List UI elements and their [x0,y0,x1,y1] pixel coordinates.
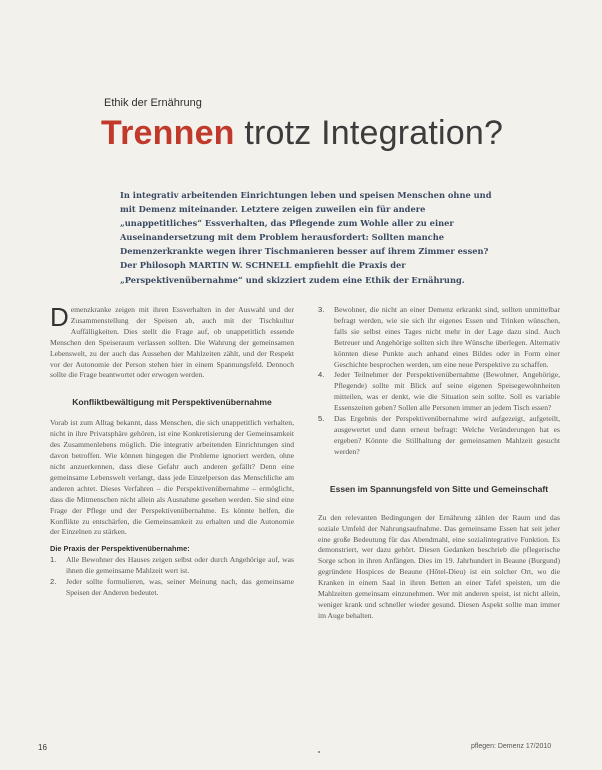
body-paragraph: Vorab ist zum Alltag bekannt, dass Menschen, die sich unappetitlich verhalten, nicht in ihre Privatsphäre gehören, ist eine Konkretisierung der Gemeinsamkeit des Zusammenlebens möglich. Die integrativ arbeitenden Einrichtungen sind davon betroffen. Wie können hingegen die Probleme ignoriert werden, ohne nicht anzuerkennen, dass diese Gefahr auch anderen gefällt? Denn eine gemeinsame Lebenswelt verlangt, dass jede Einzelperson das Menschliche am anderen achtet. Dieses Verfahren – die Perspektivenübernahme – ermöglicht, dass die Mitmenschen nicht allein als Ausnahme gesehen werden. Sie sind eine Frage der Pflege und der Perspektivenübernahme. Es könnte helfen, die Konflikte zu entschärfen, die Gemeinsamkeit zu erhalten und die Autonomie der Einzelnen zu stärken. [50,418,294,537]
section-kicker: Ethik der Ernährung [104,97,202,109]
list-item: 5. Das Ergebnis der Perspektivenübernahme wird aufgezeigt, aufgeteilt, ausgewertet und dann erneut befragt: Welche Veränderungen hat es ergeben? Könnte die Stillhaltung der gemeinsamen Mahlzeit gesucht werden? [318,414,560,456]
drop-cap: D [50,302,69,332]
article-lead: In integrativ arbeitenden Einrichtungen leben und speisen Menschen ohne und mit Demenz miteinander. Letztere zeigen zuweilen ein für andere „unappetitliches“ Essverhalten, das Pflegende zum Wohle aller zu einer Auseinandersetzung mit dem Problem herausfordert: Sollten manche Demenzerkrankte wegen ihrer Tischmanieren besser auf ihrem Zimmer essen? Der Philosoph MARTIN W. SCHNELL empfiehlt die Praxis der „Perspektivenübernahme“ und skizziert zudem eine Ethik der Ernährung. [120,190,492,285]
intro-paragraph [50,302,294,381]
list-heading: Die Praxis der Perspektivenübernahme: [50,544,190,554]
subhead-spannungsfeld: Essen im Spannungsfeld von Sitte und Gemeinschaft [329,483,549,494]
list-item: 4. Jeder Teilnehmer der Perspektivenübernahme (Bewohner, Angehörige, Pflegende) sollte mit Blick auf seine eigenen Speisegewohnheiten mitteilen, was er denkt, wie die Situation sein sollte. Soll es variable Essenszeiten geben? Sollen alle Personen immer an jedem Tisch essen? [318,370,560,413]
article-title [101,114,503,153]
right-column [318,305,560,622]
journal-footer: pflegen: Demenz 17/2010 [471,743,552,750]
title-emphasis: Trennen [101,114,235,152]
list-item: 3. Bewohner, die nicht an einer Demenz erkrankt sind, sollten unmittelbar befragt werden, wie sie sich ihr eigenes Essen und Trinken wünschen, falls sie selbst eines Tages nicht mehr in der Lage dazu sind. Auch Betreuer und Angehörige sollten sich ihre Wünsche überlegen. Alternativ könnten diese Punkte auch anhand eines Bildes oder in Form einer Geschichte besprochen werden, um eine neue Perspektive zu schaffen. [318,305,560,369]
list-item: 2. Jeder sollte formulieren, was, seiner Meinung nach, das gemeinsame Speisen der Anderen bedeutet. [50,577,294,597]
left-column [50,302,294,599]
practice-list-left [50,555,294,599]
center-dot [318,751,320,753]
page-number: 16 [38,743,47,752]
intro-text: emenzkranke zeigen mit ihren Essverhalten in der Auswahl und der Zusammenstellung der Speisen ab, auch mit der Tischkultur Auffälligkeiten. Dies stellt die Frage auf, ob unappetitlich essende Menschen den Speiseraum verlassen sollten. Die Wahrung der gemeinsamen Lebenswelt, zu der auch das Aussehen der Mahlzeiten zählt, und der Respekt vor der Autonomie der Person stehen hier in einem Spannungsfeld. Dennoch sollte die Frage beantwortet oder erwogen werden. [50,305,294,380]
title-rest: trotz Integration? [244,114,504,152]
subhead-konfliktbewaeltigung: Konfliktbewältigung mit Perspektivenübernahme [72,397,272,408]
body-paragraph: Zu den relevanten Bedingungen der Ernährung zählen der Raum und das soziale Umfeld der Nahrungsaufnahme. Das gemeinsame Essen hat seit jeher eine große Bedeutung für das Abendmahl, eine sozialintegrative Funktion. Es demonstriert, wer dazu gehört. Diesen Gedanken beschrieb die pflegerische Sorge schon in ihren Anfängen. Dies im 19. Jahrhundert in Beaune (Burgund) gegründete Hospices de Beaune (Hôtel-Dieu) ist ein solcher Ort, wo die Kranken in einem Saal in ihren Betten an einer Tafel speisten, um die Mahlzeiten gemeinsam einzunehmen. Wer mit anderen speist, ist nicht allein, weniger krank und schneller wieder gesund. Diesen Aspekt sollte man immer im Auge behalten. [318,512,560,620]
practice-list-right [318,305,560,458]
list-item: 1. Alle Bewohner des Hauses zeigen selbst oder durch Angehörige auf, was ihnen die gemeinsame Mahlzeit wert ist. [50,555,294,576]
